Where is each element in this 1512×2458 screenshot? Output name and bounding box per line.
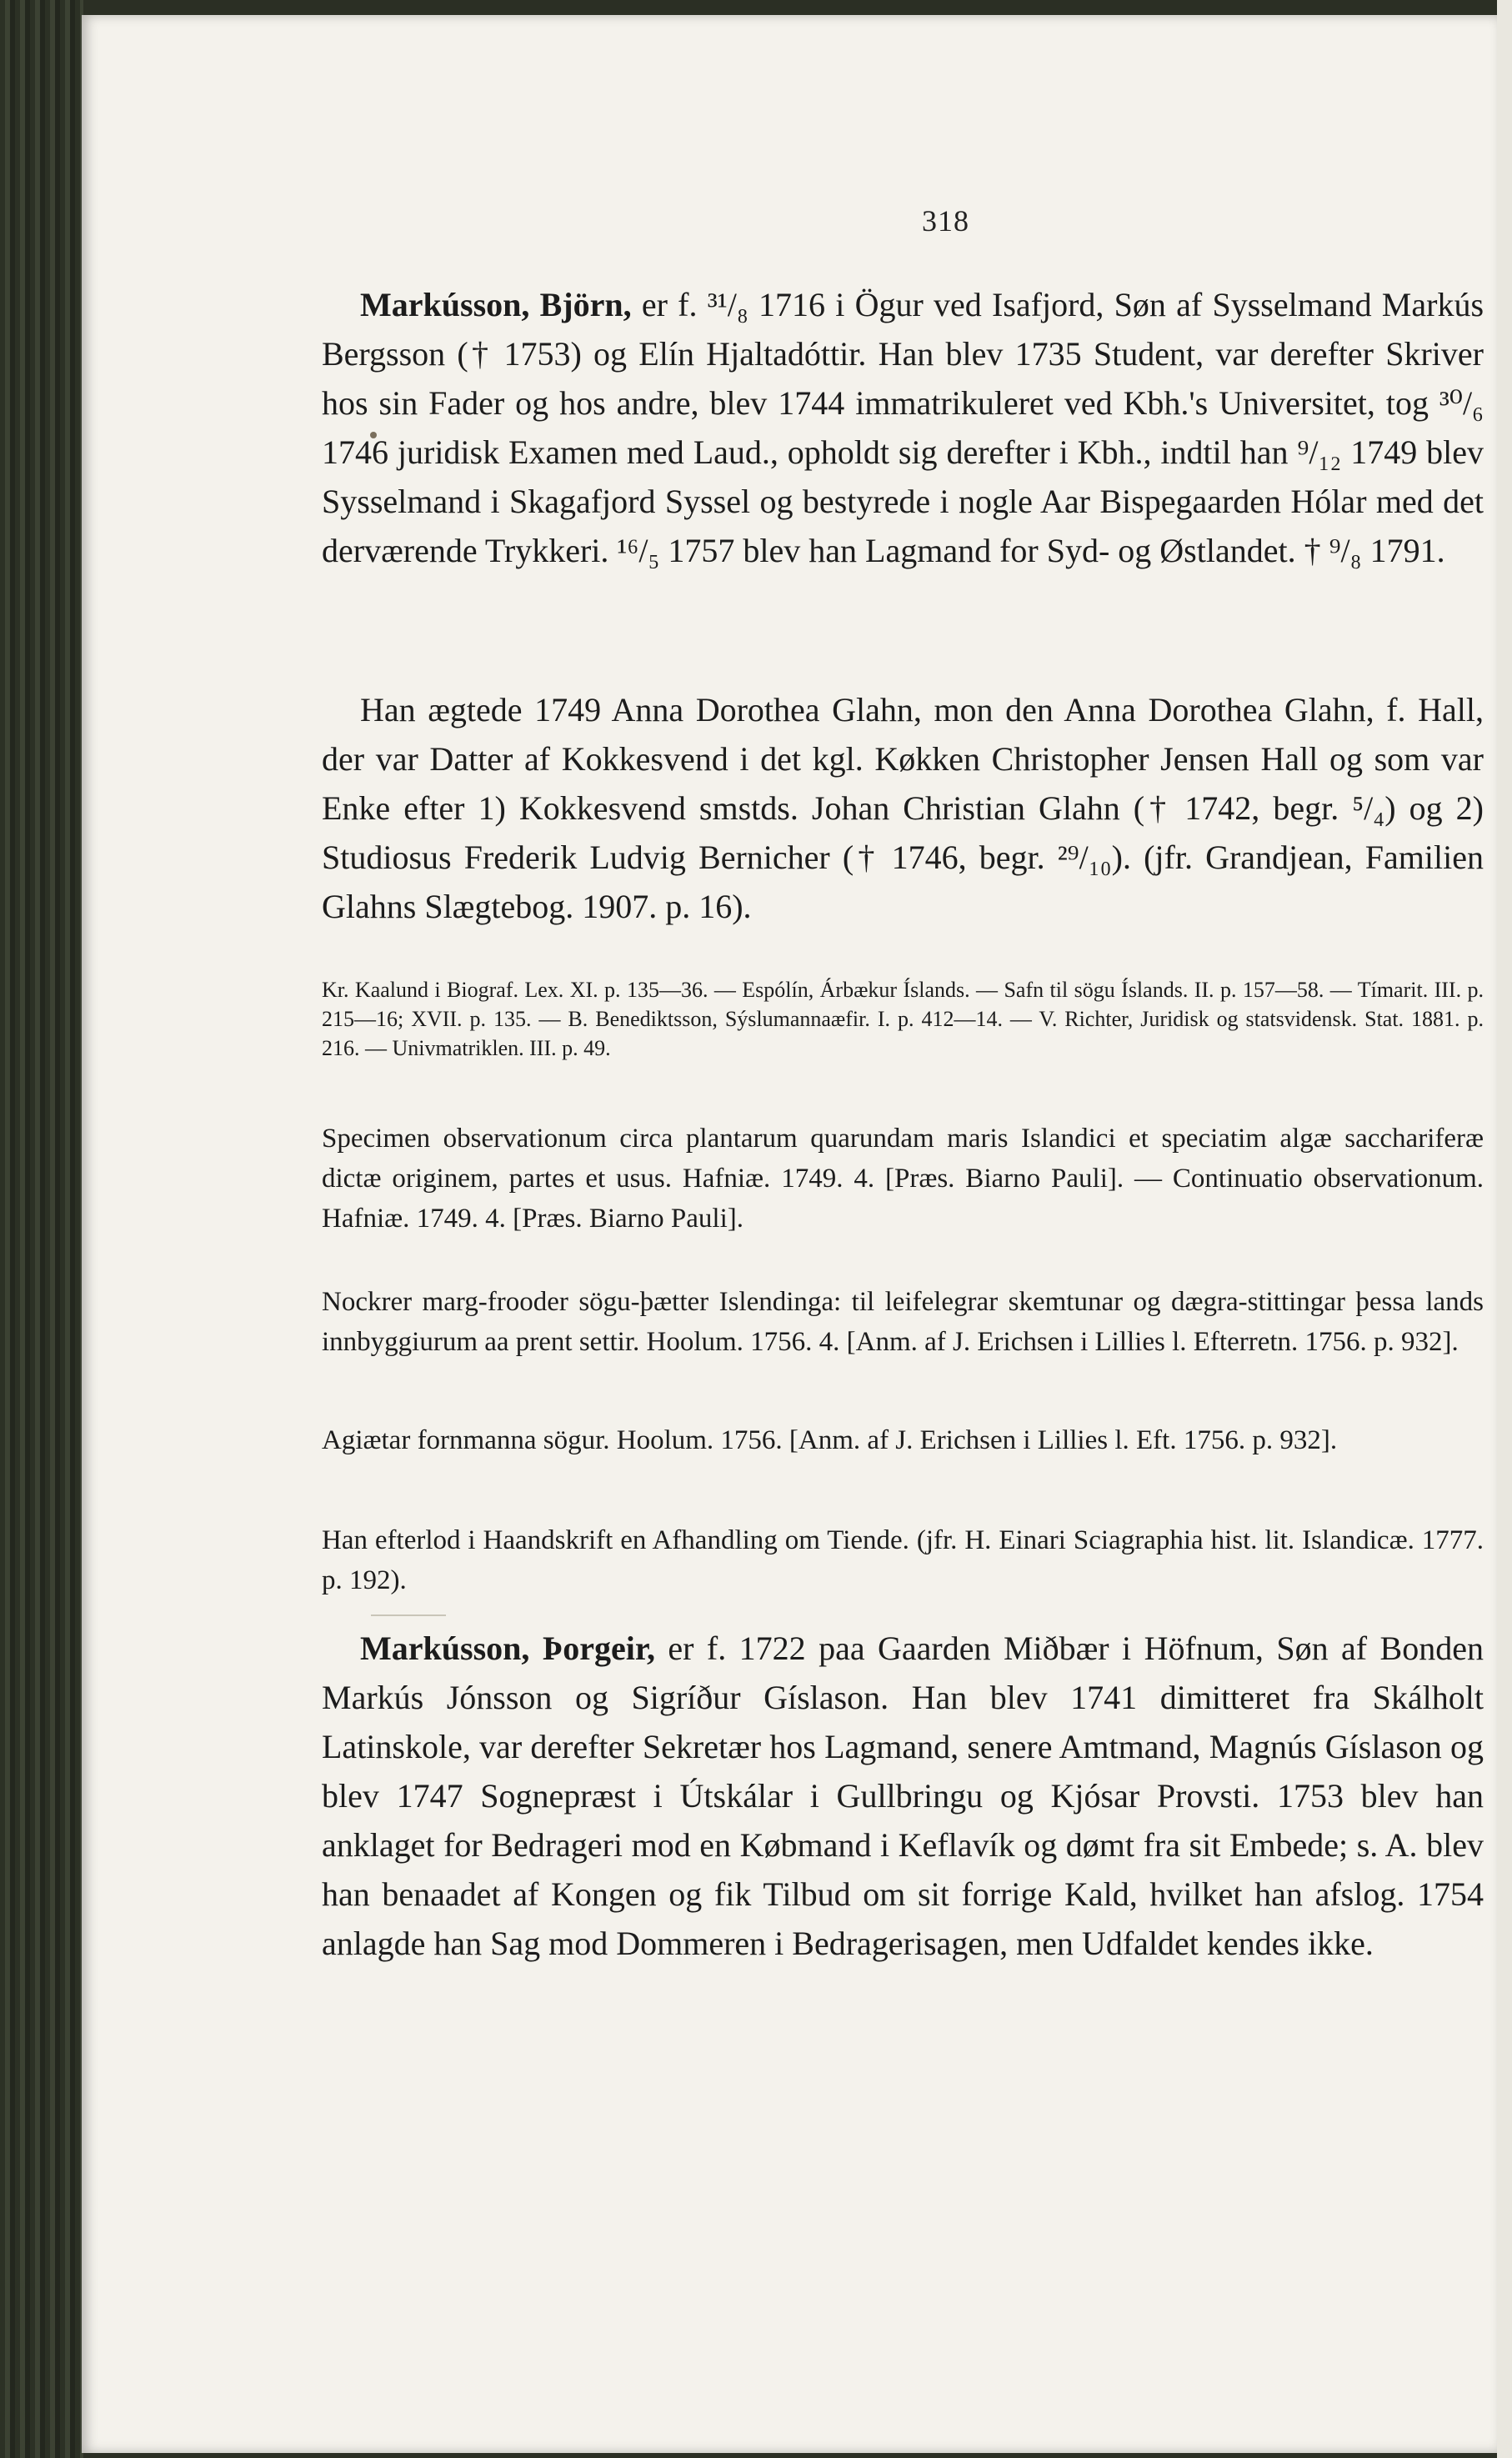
page-edge [1497, 0, 1512, 2458]
work-item: Agiætar fornmanna sögur. Hoolum. 1756. [Anm. af J. Erichsen i Lillies l. Eft. 1756. p. 932]. [322, 1425, 1338, 1455]
work-item: Nockrer marg-frooder sögu-þætter Islendinga: til leifelegrar skemtunar og dægra-stittingar þessa lands innbyggiurum aa prent settir. Hoolum. 1756. 4. [Anm. af J. Erichsen i Lillies l. Efterretn. 1756. p. 932]. [322, 1287, 1484, 1357]
book-binding [0, 0, 83, 2458]
margin-rule [371, 1614, 446, 1616]
entry-bjorn-sources: Kr. Kaalund i Biograf. Lex. XI. p. 135—36. — Espólín, Árbækur Íslands. — Safn til sögu Íslands. II. p. 157—58. — Tímarit. III. p. 215—16; XVII. p. 135. — B. Benediktsson, Sýslumannaæfir. I. p. 412—14. — V. Richter, Juridisk og statsvidensk. Stat. 1881. p. 216. — Univmatriklen. III. p. 49. [322, 978, 1484, 1060]
entry-text: er f. ³¹/₈ 1716 i Ögur ved Isafjord, Søn af Sysselmand Markús Bergsson († 1753) og Elín Hjaltadóttir. Han blev 1735 Student, var derefter Skriver hos sin Fader og hos andre, blev 1744 immatrikuleret ved Kbh.'s Universitet, tog ³⁰/₆ 1746 juridisk Examen med Laud., opholdt sig derefter i Kbh., indtil han ⁹/₁₂ 1749 blev Sysselmand i Skagafjord Syssel og bestyrede i nogle Aar Bispegaarden Hólar med det derværende Trykkeri. ¹⁶/₅ 1757 blev han Lagmand for Syd- og Østlandet. † ⁹/₈ 1791. [322, 286, 1484, 569]
entry-heading: Markússon, Þorgeir, [360, 1629, 655, 1667]
entry-text: er f. 1722 paa Gaarden Miðbær i Höfnum, Søn af Bonden Markús Jónsson og Sigríður Gíslason. Han blev 1741 dimitteret fra Skálholt Latinskole, var derefter Sekretær hos Lagmand, senere Amtmand, Magnús Gíslason og blev 1747 Sognepræst i Útskálar i Gullbringu og Kjósar Provsti. 1753 blev han anklaget for Bedrageri mod en Købmand i Keflavík og dømt fra sit Embede; s. A. blev han benaadet af Kongen og fik Tilbud om sit forrige Kald, hvilket han afslog. 1754 anlagde han Sag mod Dommeren i Bedragerisagen, men Udfaldet kendes ikke. [322, 1629, 1484, 1962]
entry-heading: Markússon, Björn, [360, 286, 632, 323]
entry-thorgeir-bio [322, 1624, 1484, 1968]
page-number: 318 [922, 204, 969, 238]
entry-bjorn-bio [322, 280, 1484, 575]
work-item: Specimen observationum circa plantarum quarundam maris Islandici et speciatim algæ sacchariferæ dictæ originem, partes et usus. Hafniæ. 1749. 4. [Præs. Biarno Pauli]. — Continuatio observationum. Hafniæ. 1749. 4. [Præs. Biarno Pauli]. [322, 1124, 1484, 1234]
work-item: Han efterlod i Haandskrift en Afhandling om Tiende. (jfr. H. Einari Sciagraphia hist. lit. Islandicæ. 1777. p. 192). [322, 1525, 1484, 1595]
entry-bjorn-marriage: Han ægtede 1749 Anna Dorothea Glahn, mon den Anna Dorothea Glahn, f. Hall, der var Datter af Kokkesvend i det kgl. Køkken Christopher Jensen Hall og som var Enke efter 1) Kokkesvend smstds. Johan Christian Glahn († 1742, begr. ⁵/₄) og 2) Studiosus Frederik Ludvig Bernicher († 1746, begr. ²⁹/₁₀). (jfr. Grandjean, Familien Glahns Slægtebog. 1907. p. 16). [322, 691, 1484, 925]
